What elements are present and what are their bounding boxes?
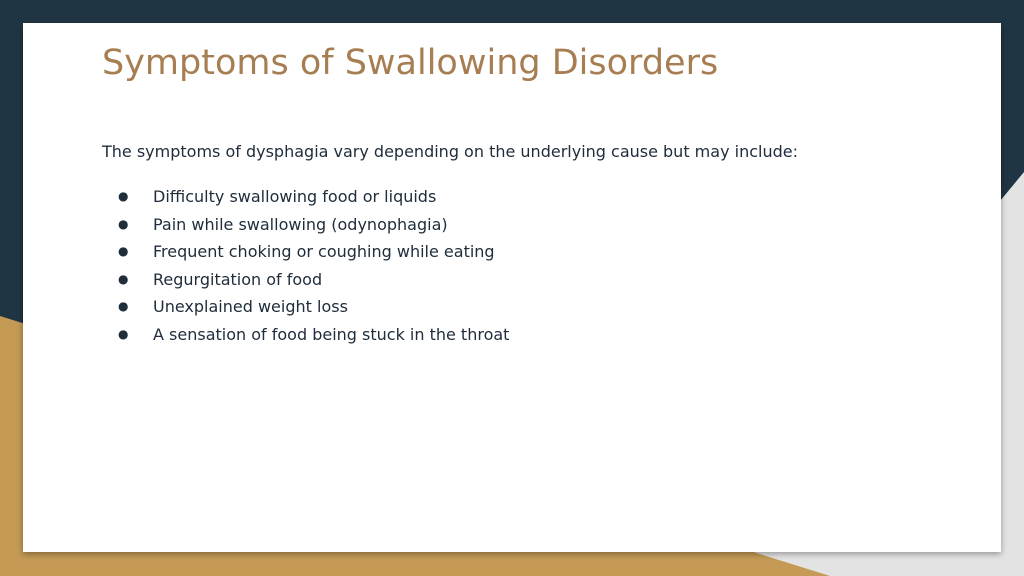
list-item-label: Regurgitation of food: [153, 269, 323, 289]
list-item-label: Pain while swallowing (odynophagia): [153, 214, 448, 234]
bullet-icon: ●: [118, 271, 129, 286]
bullet-icon: ●: [118, 326, 129, 341]
list-item: [102, 183, 509, 211]
bullet-icon: ●: [118, 244, 129, 258]
intro-text: The symptoms of dysphagia vary depending on the underlying cause but may include:: [102, 142, 798, 161]
bullet-icon: ●: [118, 216, 129, 231]
list-item: [102, 293, 509, 321]
list-item: [102, 321, 509, 349]
list-item-label: Unexplained weight loss: [153, 297, 348, 316]
slide-card: [23, 23, 1001, 552]
list-item-label: A sensation of food being stuck in the throat: [153, 324, 510, 344]
slide-title: Symptoms of Swallowing Disorders: [102, 43, 719, 83]
bullet-icon: ●: [118, 299, 129, 313]
list-item: [102, 266, 509, 294]
list-item-label: Difficulty swallowing food or liquids: [153, 187, 437, 206]
bullet-icon: ●: [118, 189, 129, 203]
list-item: [102, 211, 509, 239]
list-item: [102, 238, 509, 266]
list-item-label: Frequent choking or coughing while eating: [153, 242, 495, 261]
symptom-list: [102, 183, 509, 348]
